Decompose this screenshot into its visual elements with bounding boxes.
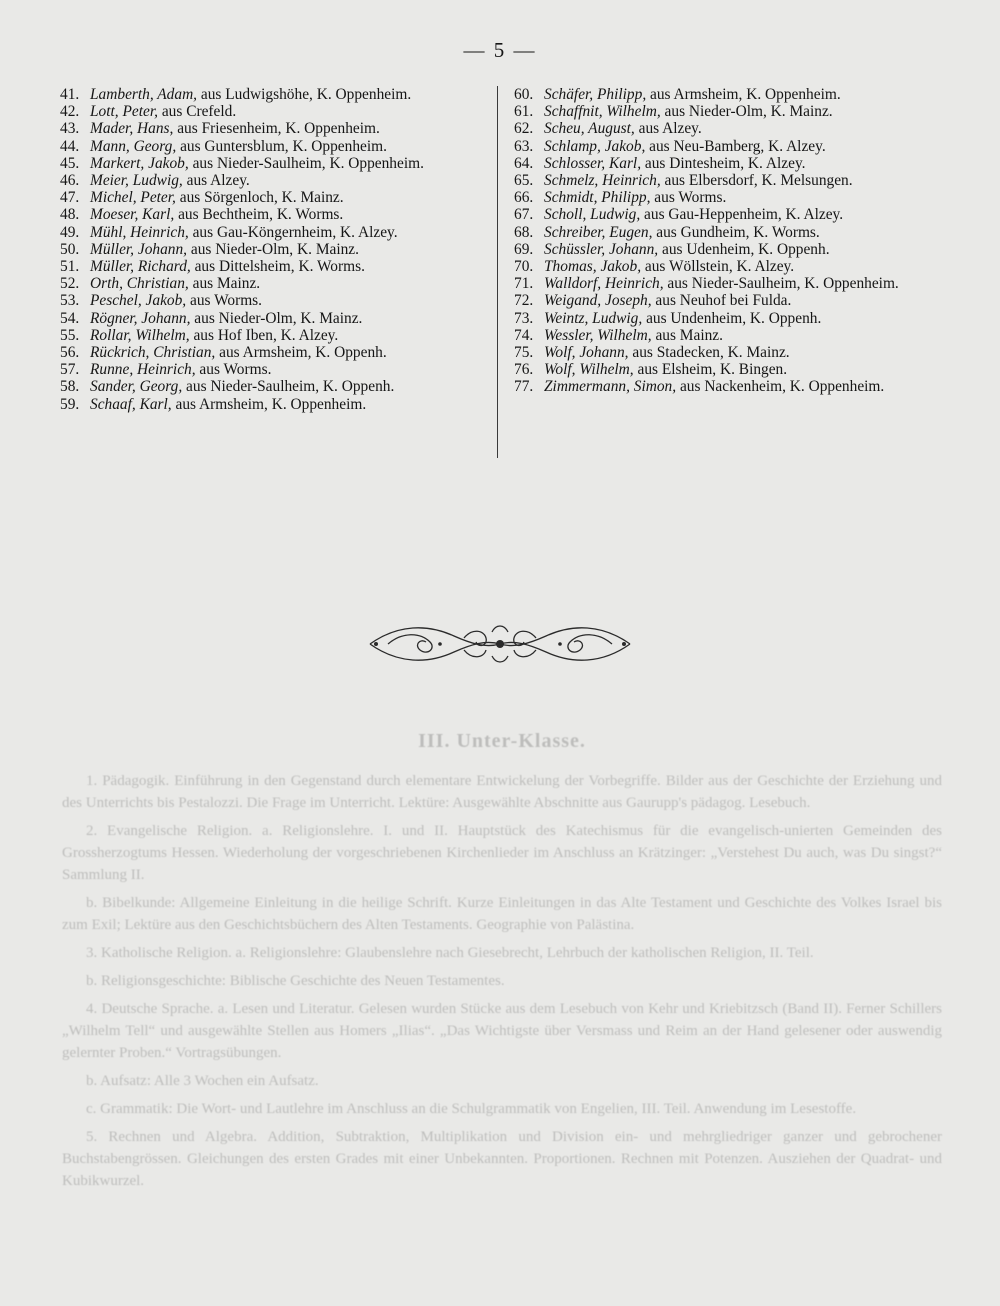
bleed-through-paragraph: c. Grammatik: Die Wort- und Lautlehre im Anschluss an die Schulgrammatik von Engelien, III. Teil. Anwendung im Lesestoffe. <box>86 1101 857 1117</box>
entry-text <box>90 155 480 172</box>
entry-number: 63. <box>514 137 534 155</box>
entry-text <box>90 172 480 189</box>
student-origin: aus Undenheim, K. Oppenh. <box>642 309 822 327</box>
entry-text <box>544 206 934 223</box>
list-item <box>60 172 480 189</box>
student-origin: aus Guntersblum, K. Oppenheim. <box>176 137 387 155</box>
bleed-through-text <box>62 700 942 1198</box>
entry-number: 73. <box>514 309 534 327</box>
entry-text <box>544 327 934 344</box>
entry-text <box>90 344 480 361</box>
list-item <box>514 310 934 327</box>
entry-text <box>90 224 480 241</box>
student-origin: aus Worms. <box>186 292 263 310</box>
entry-number: 47. <box>60 189 80 207</box>
entry-text <box>544 361 934 378</box>
entry-text <box>90 241 480 258</box>
student-name: Orth, Christian, <box>90 275 189 293</box>
list-item <box>514 155 934 172</box>
list-item <box>60 103 480 120</box>
column-divider <box>497 86 498 458</box>
student-origin: aus Nieder-Saulheim, K. Oppenh. <box>182 378 395 396</box>
student-origin: aus Alzey. <box>182 172 250 190</box>
list-item <box>60 344 480 361</box>
student-name: Meier, Ludwig, <box>90 172 183 190</box>
entry-text <box>544 310 934 327</box>
student-origin: aus Dittelsheim, K. Worms. <box>190 258 365 276</box>
student-origin: aus Worms. <box>650 189 727 207</box>
student-name: Schreiber, Eugen, <box>544 223 653 241</box>
page-number: — 5 — <box>463 38 537 62</box>
student-origin: aus Friesenheim, K. Oppenheim. <box>173 120 380 138</box>
entry-number: 65. <box>514 172 534 190</box>
student-list-right-column <box>514 86 934 396</box>
entry-number: 45. <box>60 154 80 172</box>
entry-number: 48. <box>60 206 80 224</box>
bleed-through-paragraph: 5. Rechnen und Algebra. Addition, Subtraktion, Multiplikation und Division ein- und mehrgliedriger ganzer und gebrochener Buchstabengrössen. Gleichungen des ersten Grades mit einer Unbekannten. Proportionen. Rechnen mit Potenzen. Ausziehen der Quadrat- und Kubikwurzel. <box>62 1129 942 1189</box>
entry-text <box>544 138 934 155</box>
student-name: Wolf, Wilhelm, <box>544 361 634 379</box>
student-origin: aus Nieder-Saulheim, K. Oppenheim. <box>663 275 899 293</box>
bleed-through-paragraph: 1. Pädagogik. Einführung in den Gegenstand durch elementare Entwickelung der Vorbegriffe. Bilder aus der Geschichte der Erziehung und des Unterrichts bis Pestalozzi. Die Frage im Unterricht. Lektüre: Ausgewählte Abschnitte aus Gaurupp's pädagog. Lesebuch. <box>62 773 942 811</box>
entry-number: 51. <box>60 258 80 276</box>
list-item <box>60 155 480 172</box>
student-name: Peschel, Jakob, <box>90 292 187 310</box>
student-origin: aus Dintesheim, K. Alzey. <box>641 154 806 172</box>
bleed-through-paragraph: 4. Deutsche Sprache. a. Lesen und Literatur. Gelesen wurden Stücke aus dem Lesebuch von Kehr und Kriebitzsch (Band II). Ferner Schillers „Wilhelm Tell“ und ausgewählte Stellen aus Homers „Ilias“. „Das Wichtigste über Versmass und Reim an der Hand gelesener oder auswendig gelernter Proben.“ Vortragsübungen. <box>62 1001 942 1061</box>
entry-number: 60. <box>514 86 534 103</box>
entry-number: 42. <box>60 103 80 121</box>
student-name: Rückrich, Christian, <box>90 344 216 362</box>
entry-text <box>90 396 480 413</box>
list-item <box>60 241 480 258</box>
entry-text <box>544 378 934 395</box>
list-item <box>60 86 480 103</box>
entry-number: 61. <box>514 103 534 121</box>
entry-text <box>90 292 480 309</box>
entry-text <box>90 327 480 344</box>
list-item <box>514 378 934 395</box>
list-item <box>60 120 480 137</box>
list-item <box>60 224 480 241</box>
student-origin: aus Nieder-Olm, K. Mainz. <box>660 103 833 121</box>
list-item <box>514 138 934 155</box>
student-origin: aus Nackenheim, K. Oppenheim. <box>676 378 885 396</box>
student-name: Zimmermann, Simon, <box>544 378 677 396</box>
student-name: Weintz, Ludwig, <box>544 309 643 327</box>
student-origin: aus Wöllstein, K. Alzey. <box>641 258 795 276</box>
entry-number: 75. <box>514 344 534 362</box>
student-origin: aus Worms. <box>195 361 272 379</box>
bleed-through-paragraph: b. Bibelkunde: Allgemeine Einleitung in die heilige Schrift. Kurze Einleitungen in das Alte Testament und Geschichte des Volkes Israel bis zum Exil; Lektüre aus den Geschichtsbüchern des Alten Testaments. Geographie von Palästina. <box>62 895 942 933</box>
student-name: Wolf, Johann, <box>544 344 629 362</box>
entry-text <box>544 103 934 120</box>
entry-text <box>544 189 934 206</box>
student-origin: aus Armsheim, K. Oppenh. <box>215 344 387 362</box>
student-name: Schmidt, Philipp, <box>544 189 651 207</box>
student-origin: aus Ludwigshöhe, K. Oppenheim. <box>197 86 412 103</box>
entry-text <box>90 86 480 103</box>
entry-text <box>544 155 934 172</box>
entry-number: 58. <box>60 378 80 396</box>
entry-number: 57. <box>60 361 80 379</box>
entry-text <box>90 120 480 137</box>
list-item <box>514 172 934 189</box>
entry-number: 66. <box>514 189 534 207</box>
student-name: Schmelz, Heinrich, <box>544 172 661 190</box>
entry-text <box>544 241 934 258</box>
list-item <box>60 310 480 327</box>
student-name: Müller, Johann, <box>90 240 188 258</box>
entry-number: 70. <box>514 258 534 276</box>
student-name: Schüssler, Johann, <box>544 240 659 258</box>
list-item <box>514 189 934 206</box>
student-origin: aus Bechtheim, K. Worms. <box>174 206 344 224</box>
list-item <box>514 86 934 103</box>
entry-text <box>544 86 934 103</box>
list-item <box>514 206 934 223</box>
entry-text <box>544 120 934 137</box>
entry-number: 64. <box>514 154 534 172</box>
student-name: Schaaf, Karl, <box>90 395 172 413</box>
list-item <box>60 258 480 275</box>
student-origin: aus Elbersdorf, K. Melsungen. <box>660 172 853 190</box>
student-name: Schaffnit, Wilhelm, <box>544 103 661 121</box>
student-name: Michel, Peter, <box>90 189 176 207</box>
bleed-through-heading: III. Unter-Klasse. <box>418 730 586 752</box>
entry-number: 67. <box>514 206 534 224</box>
entry-text <box>544 344 934 361</box>
list-item <box>514 327 934 344</box>
list-item <box>514 241 934 258</box>
entry-text <box>544 224 934 241</box>
list-item <box>514 224 934 241</box>
student-name: Markert, Jakob, <box>90 154 189 172</box>
student-name: Runne, Heinrich, <box>90 361 196 379</box>
bleed-through-paragraph: b. Aufsatz: Alle 3 Wochen ein Aufsatz. <box>86 1073 319 1089</box>
entry-text <box>90 275 480 292</box>
student-name: Rollar, Wilhelm, <box>90 326 190 344</box>
student-origin: aus Gundheim, K. Worms. <box>652 223 820 241</box>
entry-number: 43. <box>60 120 80 138</box>
student-origin: aus Mainz. <box>188 275 261 293</box>
student-name: Lott, Peter, <box>90 103 158 121</box>
bleed-through-paragraph: 2. Evangelische Religion. a. Religionslehre. I. und II. Hauptstück des Katechismus für die evangelisch-unierten Gemeinden des Grossherzogtums Hessen. Wiederholung der vorgeschriebenen Kirchenlieder im Anschluss an Krätzinger: „Verstehest Du auch, was Du singst?“ Sammlung II. <box>62 823 942 883</box>
student-origin: aus Nieder-Olm, K. Mainz. <box>190 309 363 327</box>
student-name: Moeser, Karl, <box>90 206 175 224</box>
entry-text <box>90 206 480 223</box>
student-origin: aus Udenheim, K. Oppenh. <box>658 240 830 258</box>
student-name: Schlamp, Jakob, <box>544 137 646 155</box>
list-item <box>60 378 480 395</box>
entry-text <box>90 138 480 155</box>
bleed-through-paragraphs <box>62 770 942 1192</box>
entry-number: 49. <box>60 223 80 241</box>
student-name: Mann, Georg, <box>90 137 177 155</box>
entry-number: 54. <box>60 309 80 327</box>
student-name: Schäfer, Philipp, <box>544 86 647 103</box>
student-origin: aus Alzey. <box>634 120 702 138</box>
list-item <box>60 275 480 292</box>
list-item <box>514 361 934 378</box>
list-item <box>60 292 480 309</box>
list-item <box>60 189 480 206</box>
bleed-through-paragraph: b. Religionsgeschichte: Biblische Geschichte des Neuen Testamentes. <box>86 973 505 989</box>
entry-number: 46. <box>60 172 80 190</box>
list-item <box>60 138 480 155</box>
entry-text <box>544 258 934 275</box>
entry-number: 55. <box>60 326 80 344</box>
student-name: Sander, Georg, <box>90 378 183 396</box>
entry-text <box>90 310 480 327</box>
entry-text <box>90 258 480 275</box>
student-name: Lamberth, Adam, <box>90 86 198 103</box>
student-origin: aus Elsheim, K. Bingen. <box>633 361 788 379</box>
student-name: Müller, Richard, <box>90 258 191 276</box>
entry-text <box>90 103 480 120</box>
student-name: Mühl, Heinrich, <box>90 223 189 241</box>
student-origin: aus Gau-Heppenheim, K. Alzey. <box>640 206 844 224</box>
entry-text <box>90 189 480 206</box>
list-item <box>60 396 480 413</box>
entry-number: 50. <box>60 240 80 258</box>
student-origin: aus Mainz. <box>651 326 723 344</box>
entry-text <box>544 275 934 292</box>
student-name: Rögner, Johann, <box>90 309 191 327</box>
student-origin: aus Hof Iben, K. Alzey. <box>189 326 339 344</box>
entry-number: 52. <box>60 275 80 293</box>
student-origin: aus Gau-Köngernheim, K. Alzey. <box>188 223 398 241</box>
list-item <box>60 361 480 378</box>
student-name: Walldorf, Heinrich, <box>544 275 664 293</box>
list-item <box>514 258 934 275</box>
student-origin: aus Armsheim, K. Oppenheim. <box>646 86 841 103</box>
entry-number: 77. <box>514 378 534 396</box>
list-item <box>514 344 934 361</box>
student-list-left-column <box>60 86 480 413</box>
entry-number: 76. <box>514 361 534 379</box>
entry-text <box>90 378 480 395</box>
entry-text <box>544 292 934 309</box>
entry-number: 41. <box>60 86 80 103</box>
entry-number: 62. <box>514 120 534 138</box>
list-item <box>514 292 934 309</box>
student-name: Schlosser, Karl, <box>544 154 642 172</box>
entry-number: 68. <box>514 223 534 241</box>
student-name: Scholl, Ludwig, <box>544 206 641 224</box>
student-origin: aus Sörgenloch, K. Mainz. <box>175 189 344 207</box>
entry-number: 53. <box>60 292 80 310</box>
list-item <box>60 327 480 344</box>
student-origin: aus Neu-Bamberg, K. Alzey. <box>645 137 826 155</box>
bleed-through-paragraph: 3. Katholische Religion. a. Religionslehre: Glaubenslehre nach Giesebrecht, Lehrbuch der katholischen Religion, II. Teil. <box>86 945 814 961</box>
entry-number: 44. <box>60 137 80 155</box>
student-origin: aus Armsheim, K. Oppenheim. <box>171 395 367 413</box>
ornament-vignette <box>368 618 632 670</box>
student-origin: aus Neuhof bei Fulda. <box>651 292 792 310</box>
student-name: Thomas, Jakob, <box>544 258 642 276</box>
entry-text <box>90 361 480 378</box>
student-name: Wessler, Wilhelm, <box>544 326 652 344</box>
student-name: Scheu, August, <box>544 120 635 138</box>
student-name: Weigand, Joseph, <box>544 292 652 310</box>
student-origin: aus Nieder-Saulheim, K. Oppenheim. <box>188 154 424 172</box>
list-item <box>514 120 934 137</box>
entry-number: 59. <box>60 395 80 413</box>
entry-number: 74. <box>514 326 534 344</box>
student-origin: aus Crefeld. <box>157 103 237 121</box>
student-name: Mader, Hans, <box>90 120 174 138</box>
entry-number: 56. <box>60 344 80 362</box>
list-item <box>514 275 934 292</box>
student-origin: aus Stadecken, K. Mainz. <box>628 344 790 362</box>
student-origin: aus Nieder-Olm, K. Mainz. <box>187 240 359 258</box>
entry-number: 71. <box>514 275 534 293</box>
list-item <box>60 206 480 223</box>
entry-number: 72. <box>514 292 534 310</box>
entry-text <box>544 172 934 189</box>
entry-number: 69. <box>514 240 534 258</box>
list-item <box>514 103 934 120</box>
